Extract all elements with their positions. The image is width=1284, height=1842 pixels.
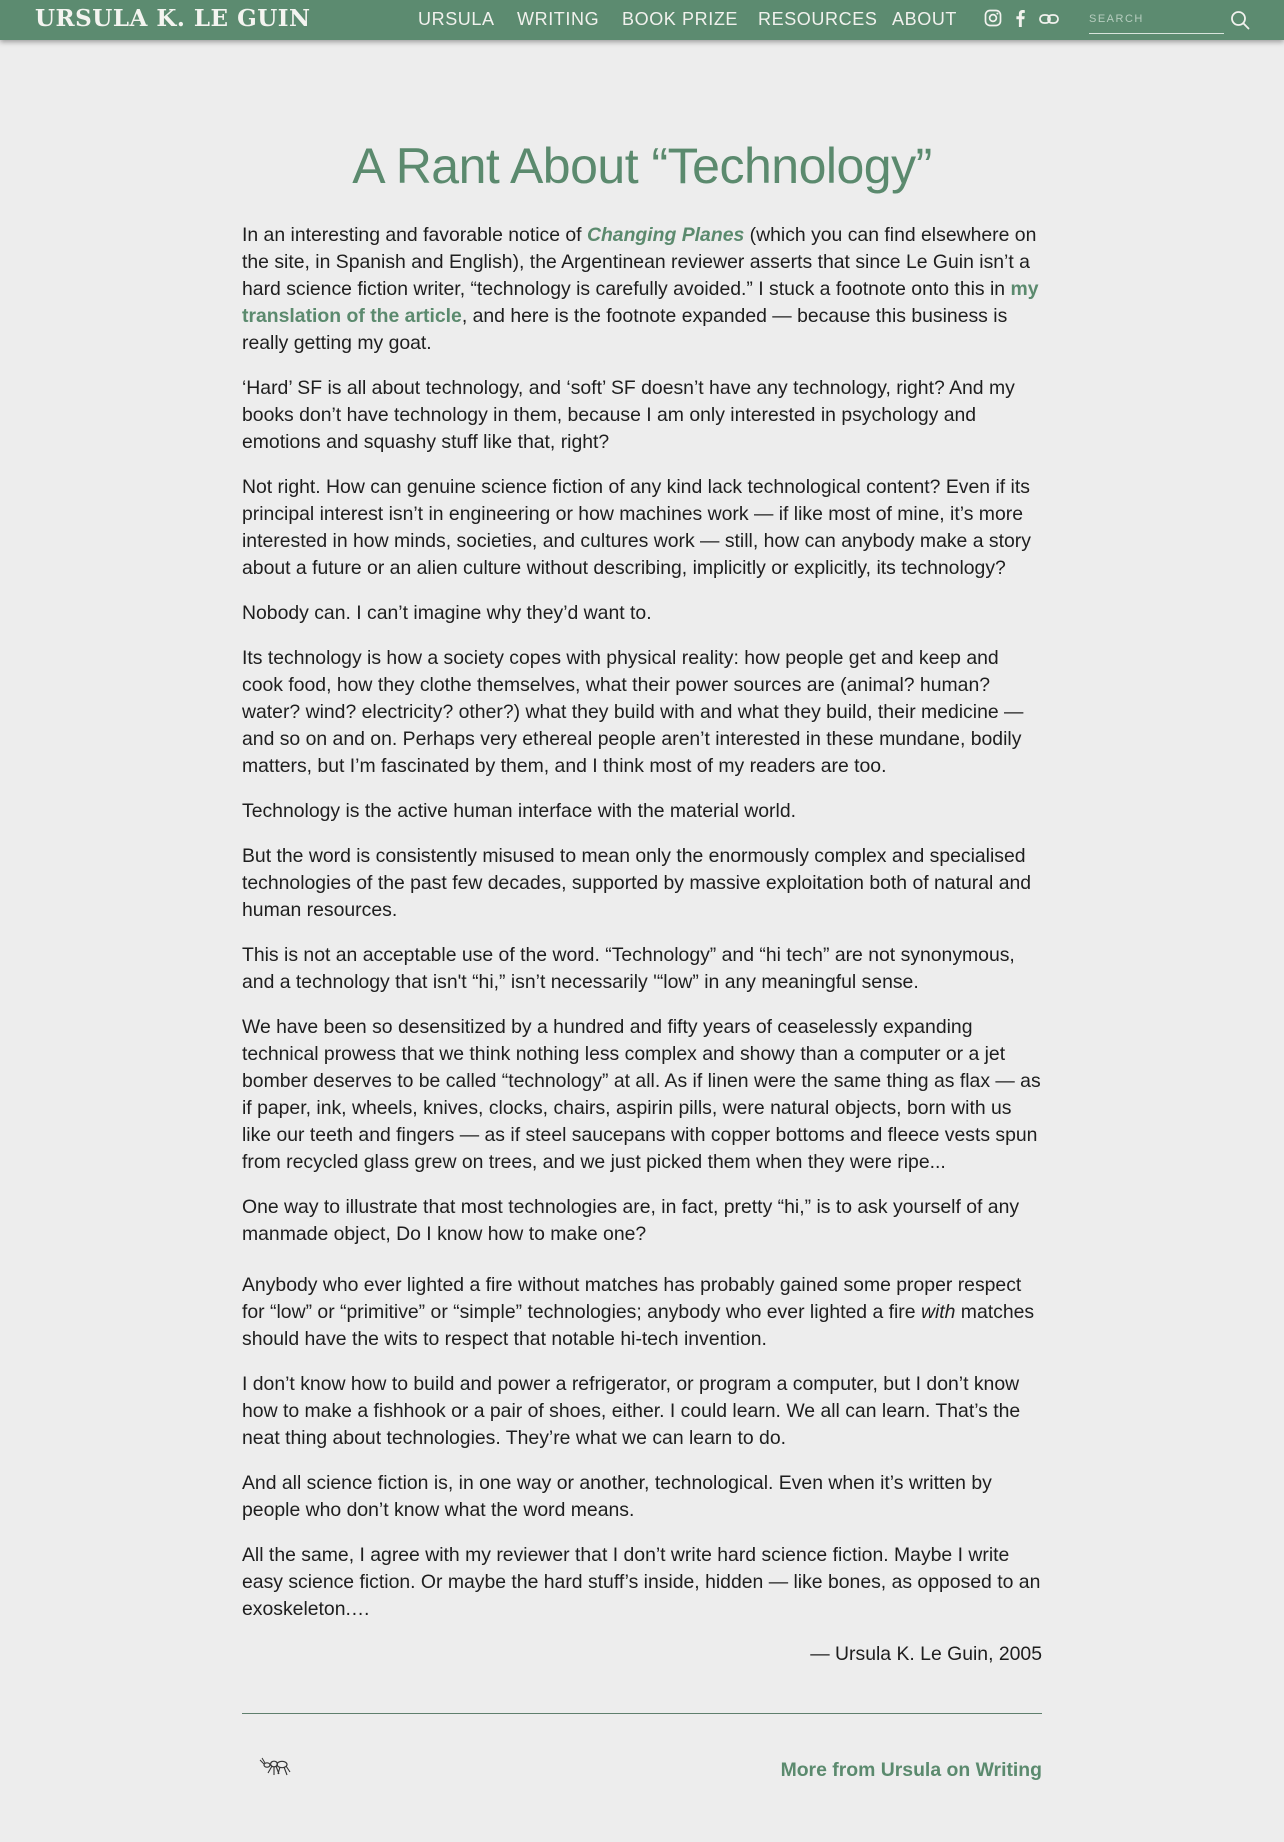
- ant-icon: [258, 1756, 292, 1783]
- site-logo[interactable]: URSULA K. LE GUIN: [35, 5, 311, 32]
- link-icon[interactable]: [1039, 12, 1059, 30]
- paragraph: But the word is consistently misused to mean only the enormously complex and specialised technologies of the past few decades, supported by massive exploitation both of natural and human resources.: [242, 845, 1032, 921]
- paragraph: Not right. How can genuine science fiction of any kind lack technological content? Even if its principal interest isn’t in engineering or how machines work — if like most of mine, it’s more interested in how minds, societies, and cultures work — still, how can anybody make a story about a future or an alien culture without describing, implicitly or explicitly, its technology?: [242, 476, 1031, 579]
- paragraph-text: , and here is the footnote expanded — because this business is really getting my goat.: [242, 305, 1008, 354]
- nav-item-writing[interactable]: WRITING: [517, 9, 600, 29]
- search-input[interactable]: [1089, 9, 1224, 29]
- nav-item-resources[interactable]: RESOURCES: [758, 9, 878, 29]
- article-body: [242, 222, 1042, 1686]
- more-writing-link[interactable]: More from Ursula on Writing: [780, 1759, 1042, 1781]
- facebook-icon[interactable]: [1014, 9, 1026, 32]
- site-header: [0, 0, 1284, 40]
- search-icon[interactable]: [1230, 10, 1250, 35]
- signature: — Ursula K. Le Guin, 2005: [810, 1643, 1042, 1665]
- divider: [242, 1713, 1042, 1714]
- paragraph: And all science fiction is, in one way or another, technological. Even when it’s written by people who don’t know what the word means.: [242, 1472, 992, 1521]
- paragraph: One way to illustrate that most technologies are, in fact, pretty “hi,” is to ask yourself of any manmade object, Do I know how to make one?: [242, 1196, 1020, 1245]
- paragraph-text: (which you can find elsewhere on the site, in Spanish and English), the Argentinean reviewer asserts that since Le Guin isn’t a hard science fiction writer, “technology is carefully avoided.” I stuck a footnote onto this in: [242, 224, 1037, 300]
- nav-item-about[interactable]: ABOUT: [892, 9, 958, 29]
- nav-item-ursula[interactable]: URSULA: [418, 9, 495, 29]
- paragraph: [242, 222, 1042, 357]
- paragraph-text: Anybody who ever lighted a fire without matches has probably gained some proper respect for “low” or “primitive” or “simple” technologies; anybody who ever lighted a fire: [242, 1274, 1022, 1323]
- instagram-icon[interactable]: [984, 9, 1002, 32]
- paragraph: We have been so desensitized by a hundred and fifty years of ceaselessly expanding technical prowess that we think nothing less complex and showy than a computer or a jet bomber deserves to be called “technology” at all. As if linen were the same thing as flax — as if paper, ink, wheels, knives, clocks, chairs, aspirin pills, were natural objects, born with us like our teeth and fingers — as if steel saucepans with copper bottoms and fleece vests spun from recycled glass grew on trees, and we just picked them when they were ripe...: [242, 1016, 1041, 1173]
- paragraph: Its technology is how a society copes with physical reality: how people get and keep and cook food, how they clothe themselves, what their power sources are (animal? human? water? wind? electricity? other?) what they build with and what they build, their medicine — and so on and on. Perhaps very ethereal people aren’t interested in these mundane, bodily matters, but I’m fascinated by them, and I think most of my readers are too.: [242, 647, 1024, 777]
- paragraph: All the same, I agree with my reviewer that I don’t write hard science fiction. Maybe I write easy science fiction. Or maybe the hard stuff’s inside, hidden — like bones, as opposed to an exoskeleton.…: [242, 1544, 1041, 1620]
- paragraph: ‘Hard’ SF is all about technology, and ‘soft’ SF doesn’t have any technology, right? And my books don’t have technology in them, because I am only interested in psychology and emotions and squashy stuff like that, right?: [242, 377, 1015, 453]
- translation-link[interactable]: my translation of the article: [242, 278, 1039, 327]
- search-field-wrapper: [1089, 9, 1224, 34]
- page-title: A Rant About “Technology”: [352, 138, 932, 194]
- nav-item-book-prize[interactable]: BOOK PRIZE: [622, 9, 739, 29]
- paragraph: This is not an acceptable use of the word. “Technology” and “hi tech” are not synonymous, and a technology that isn't “hi,” isn’t necessarily '“low” in any meaningful sense.: [242, 944, 1015, 993]
- paragraph: Nobody can. I can’t imagine why they’d want to.: [242, 602, 652, 624]
- paragraph: Technology is the active human interface with the material world.: [242, 800, 796, 822]
- emphasis: with: [920, 1301, 956, 1323]
- paragraph-text: In an interesting and favorable notice of: [242, 224, 587, 246]
- paragraph-text: matches should have the wits to respect that notable hi-tech invention.: [242, 1301, 1035, 1350]
- changing-planes-link[interactable]: Changing Planes: [586, 224, 745, 246]
- paragraph: I don’t know how to build and power a refrigerator, or program a computer, but I don’t know how to make a fishhook or a pair of shoes, either. I could learn. We all can learn. That’s the neat thing about technologies. They’re what we can learn to do.: [242, 1373, 1021, 1449]
- paragraph: [242, 1272, 1042, 1353]
